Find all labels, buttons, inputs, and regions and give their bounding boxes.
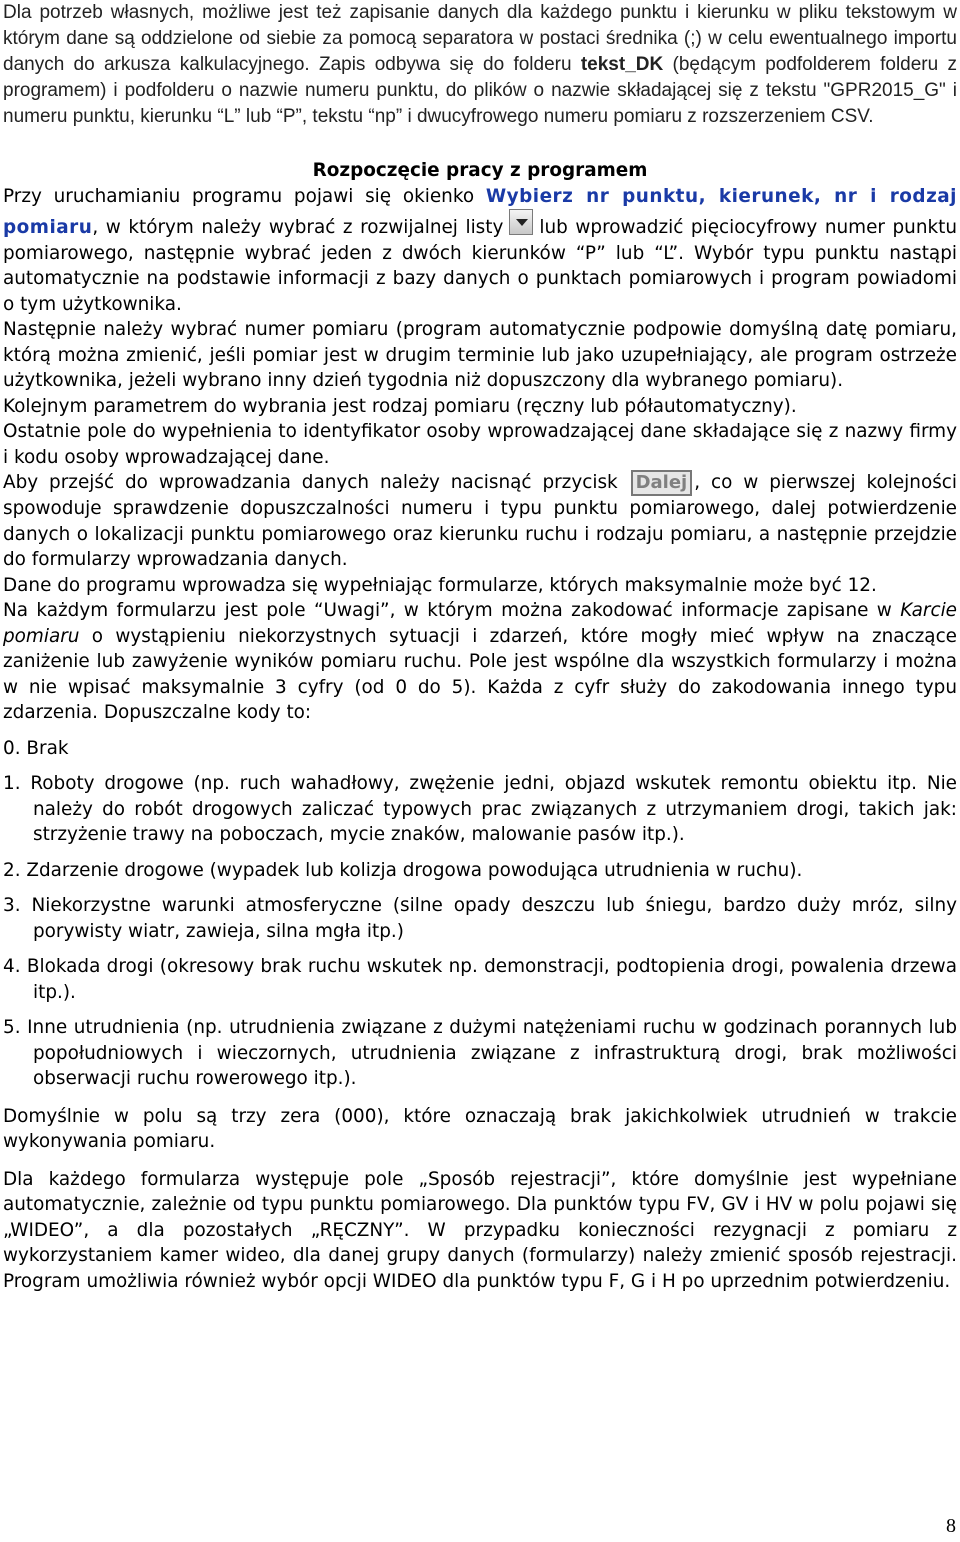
intro-text-b: Zapis odbywa się do folderu [309,54,581,75]
code-item: 4. Blokada drogi (okresowy brak ruchu wskutek np. demonstracji, podtopienia drogi, powalenia drzewa itp.). [3,956,957,1003]
dropdown-arrow-icon [509,209,533,235]
intro-text-a: Dla potrzeb własnych, możliwe jest też zapisanie danych dla każdego punktu i kierunku w pliku tekstowym w którym dane są oddzielone od siebie za pomocą separatora w postaci średnika (;) w celu ewentualnego importu danych do arkusza kalkulacyjnego. [3,2,957,75]
remarks-paragraph [3,598,957,726]
page-number: 8 [946,1515,956,1537]
section-heading: Rozpoczęcie pracy z programem [312,160,648,181]
code-item: 5. Inne utrudnienia (np. utrudnienia związane z dużymi natężeniami ruchu w godzinach porannych lub popołudniowych i wieczornych, utrudnienia związane z infrastrukturą drogi, brak możliwości obserwacji ruchu rowerowego itp.). [3,1017,957,1089]
remarks-text-b: o wystąpieniu niekorzystnych sytuacji i zdarzeń, które mogły mieć wpływ na znaczące zaniżenie lub zawyżenie wyników pomiaru ruchu. Pole jest wspólne dla wszystkich formularzy i można w nie wpisać maksymalnie 3 cyfry (od 0 do 5). Każda z cyfr służy do zakodowania innego typu zdarzenia. Dopuszczalne kody to: [3,625,957,723]
karta-pomiaru: Karcie pomiaru [3,600,957,647]
intro-text-c: (będącym podfolderem folderu z programem) i podfolderu o nazwie numeru punktu, do plików o nazwie składającej się z tekstu "GPR2015_G" i numeru punktu, kierunku “L” lub “P”, tekstu “np” i dwucyfrowego numeru pomiaru z rozszerzeniem CSV. [3,54,957,127]
next-paragraph [3,470,957,573]
remarks-text-a: Na każdym formularzu jest pole “Uwagi”, w którym można zakodować informacje zapisane w [3,600,901,621]
intro-paragraph [3,0,957,130]
type-paragraph: Kolejnym parametrem do wybrania jest rodzaj pomiaru (ręczny lub półautomatyczny). [3,395,797,417]
code-item: 0. Brak [3,737,69,759]
start-text-b: , w którym należy wybrać z rozwijalnej listy [92,217,504,238]
dalej-button-image: Dalej [631,470,693,496]
window-name: Wybierz nr punktu, kierunek, nr i rodzaj pomiaru [3,185,957,238]
forms-paragraph: Dane do programu wprowadza się wypełniając formularze, których maksymalnie może być 12. [3,574,877,596]
last-field-paragraph: Ostatnie pole do wypełnienia to identyfikator osoby wprowadzającej dane składające się z nazwy firmy i kodu osoby wprowadzającej dane. [3,421,957,468]
default-paragraph: Domyślnie w polu są trzy zera (000), które oznaczają brak jakichkolwiek utrudnień w trakcie wykonywania pomiaru. [3,1105,957,1152]
start-text-a: Przy uruchamianiu programu pojawi się okienko [3,185,486,207]
registration-paragraph: Dla każdego formularza występuje pole „Sposób rejestracji”, które domyślnie jest wypełniane automatycznie, zależnie od typu punktu pomiarowego. Dla punktów typu FV, GV i HV w polu pojawi się „WIDEO”, a dla pozostałych „RĘCZNY”. W przypadku konieczności rezygnacji z pomiaru z wykorzystaniem kamer wideo, dla danej grupy danych (formularzy) należy zmienić sposób rejestracji. Program umożliwia również wybór opcji WIDEO dla punktów typu F, G i H po uprzednim potwierdzeniu. [3,1168,957,1292]
code-item: 3. Niekorzystne warunki atmosferyczne (silne opady deszczu lub śniegu, bardzo duży mróz, silny porywisty wiatr, zawieja, silna mgła itp.) [3,895,957,942]
code-item: 1. Roboty drogowe (np. ruch wahadłowy, zwężenie jedni, objazd wskutek remontu obiektu itp. Nie należy do robót drogowych zaliczać typowych prac związanych z utrzymaniem drogi, takich jak: strzyżenie trawy na poboczach, mycie znaków, malowanie pasów itp.). [3,773,957,845]
document-page [3,0,957,1294]
next-text-a: Aby przejść do wprowadzania danych należy nacisnąć przycisk [3,472,629,493]
folder-name: tekst_DK [580,54,664,75]
start-text-c: lub wprowadzić pięciocyfrowy numer punktu pomiarowego, następnie wybrać jeden z dwóch kierunków “P” lub “L”. Wybór typu punktu nastąpi automatycznie na podstawie informacji z bazy danych o punktach pomiarowych i program powiadomi o tym użytkownika. [3,217,958,315]
measure-paragraph: Następnie należy wybrać numer pomiaru (program automatycznie podpowie domyślną datę pomiaru, którą można zmienić, jeśli pomiar jest w drugim terminie lub jako uzupełniający, ale program ostrzeże użytkownika, jeżeli wybrano inny dzień tygodnia niż dopuszczony dla wybranego pomiaru). [3,319,957,391]
start-paragraph [3,184,957,318]
next-text-b: , co w pierwszej kolejności spowoduje sprawdzenie dopuszczalności numeru i typu punktu pomiarowego, dalej potwierdzenie danych o lokalizacji punktu pomiarowego oraz kierunku ruchu i rodzaju pomiaru, a następnie przejdzie do formularzy wprowadzania danych. [3,472,957,570]
code-item: 2. Zdarzenie drogowe (wypadek lub kolizja drogowa powodująca utrudnienia w ruchu). [3,859,803,881]
